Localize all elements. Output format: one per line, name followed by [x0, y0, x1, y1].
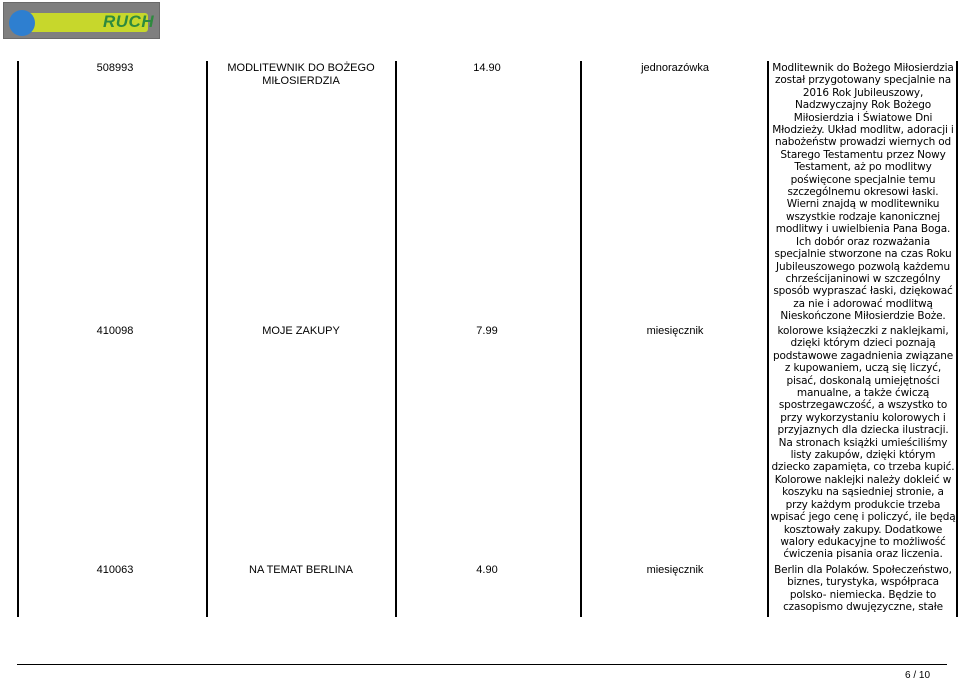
- product-code: 410098: [96, 325, 134, 337]
- product-title: MODLITEWNIK DO BOŻEGO MIŁOSIERDZIA: [227, 62, 375, 87]
- column-rule: [395, 61, 397, 617]
- product-code: 410063: [96, 564, 134, 576]
- page-number: 6 / 10: [905, 670, 931, 681]
- product-price: 7.99: [476, 325, 498, 337]
- column-rule: [767, 61, 769, 617]
- column-rule: [17, 61, 19, 617]
- product-title: NA TEMAT BERLINA: [249, 564, 353, 576]
- product-title: MOJE ZAKUPY: [262, 325, 340, 337]
- logo-circle: [9, 10, 35, 36]
- product-description: Modlitewnik do Bożego Miłosierdzia został przygotowany specjalnie na 2016 Rok Jubileuszowy, Nadzwyczajny Rok Bożego Miłosierdzia i Światowe Dni Młodzieży. Układ modlitw, adoracji i nabożeństw prowadzi wiernych od Starego Testamentu przez Nowy Testament, aż po modlitwy poświęcone specjalnie temu szczególnemu okresowi łaski. Wierni znajdą w modlitewniku wszystkie rodzaje kanonicznej modlitwy i uwielbienia Pana Boga. Ich dobór oraz rozważania specjalnie stworzone na czas Roku Jubileuszowego pozwolą każdemu chrześcijaninowi w szczególny sposób wypraszać łaski, dziękować za nie i adorować modlitwą Nieskończone Miłosierdzie Boże.: [772, 62, 954, 323]
- product-frequency: miesięcznik: [646, 564, 704, 576]
- column-rule: [580, 61, 582, 617]
- product-description: Berlin dla Polaków. Społeczeństwo, biznes, turystyka, współpraca polsko- niemiecka. Będzie to czasopismo dwujęzyczne, stałe: [774, 564, 952, 614]
- product-frequency: jednorazówka: [641, 62, 709, 74]
- product-price: 14.90: [473, 62, 501, 74]
- ruch-logo: [3, 2, 160, 39]
- product-price: 4.90: [476, 564, 498, 576]
- logo-text: RUCH: [103, 12, 155, 31]
- product-frequency: miesięcznik: [646, 325, 704, 337]
- product-description: kolorowe książeczki z naklejkami, dzięki którym dzieci poznają podstawowe zagadnienia związane z kupowaniem, uczą się liczyć, pisać, doskonalą umiejętności manualne, a także ćwiczą spostrzegawczość, a wszystko to przy wykorzystaniu kolorowych i przyjaznych dla dziecka ilustracji. Na stronach książki umieściliśmy listy zakupów, dzięki którym dziecko zapamięta, co trzeba kupić. Kolorowe naklejki należy dokleić w koszyku na sąsiedniej stronie, a przy każdym produkcie trzeba wpisać jego cenę i policzyć, ile będą kosztowały zakupy. Dodatkowe walory edukacyjne to możliwość ćwiczenia pisania oraz liczenia.: [770, 325, 956, 561]
- footer-rule: [17, 664, 947, 665]
- column-rule: [206, 61, 208, 617]
- product-code: 508993: [96, 62, 134, 74]
- column-rule: [956, 61, 958, 617]
